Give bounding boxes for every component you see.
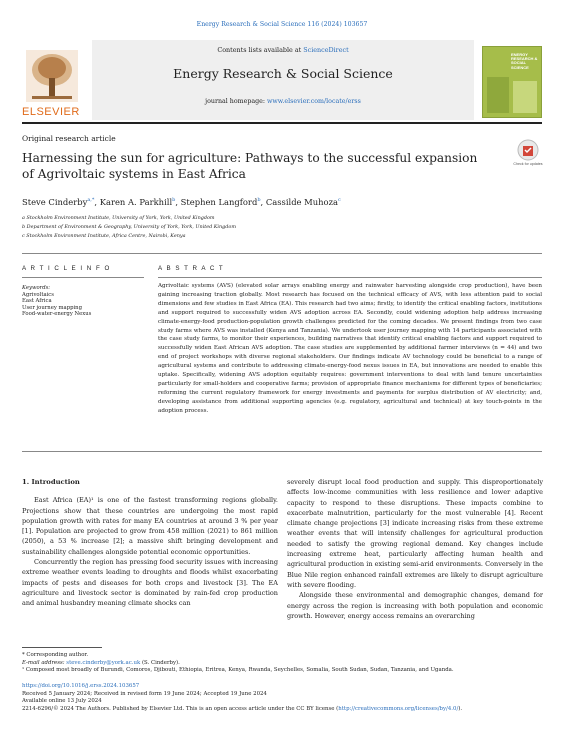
email-prefix: E-mail address: [22,659,67,666]
check-for-updates-badge[interactable] [512,138,544,170]
affiliation-a: a Stockholm Environment Institute, University of York, York, United Kingdom [22,215,215,221]
corresponding-author-note: * Corresponding author. [22,652,89,658]
keyword: East Africa [22,298,52,305]
journal-info-band [92,40,474,120]
journal-homepage-link[interactable]: www.elsevier.com/locate/erss [267,98,361,105]
received-dates: Received 5 January 2024; Received in revised form 19 June 2024; Accepted 19 June 2024 [22,690,267,697]
journal-homepage-line [92,98,474,105]
check-for-updates-label: Check for updates [513,162,543,166]
affiliation-b: b Department of Environment & Geography, University of York, York, United Kingdom [22,224,236,230]
elsevier-tree-icon [26,50,78,102]
abstract-divider [22,451,542,452]
keyword: Food-water-energy Nexus [22,311,92,318]
header-divider [22,122,542,124]
author-affiliation-marker[interactable]: b [172,197,176,204]
keyword: Agrivoltaics [22,291,54,298]
elsevier-logo[interactable] [22,46,84,118]
abstract-rule [158,277,542,278]
author-affiliation-marker[interactable]: c [338,197,341,204]
body-paragraph: Alongside these environmental and demographic changes, demand for energy across the region is increasing with both population and economic growth. However, energy access remains an overarching [287,591,543,620]
license-link[interactable]: http://creativecommons.org/licenses/by/4.0/ [338,705,459,712]
elsevier-wordmark: ELSEVIER [22,106,80,118]
author-name[interactable]: Karen A. Parkhill [99,197,173,207]
license-prefix: 2214-6296/© 2024 The Authors. Published by Elsevier Ltd. This is an open access article under the CC BY license ( [22,705,339,712]
footnotes [22,652,542,675]
authors-divider [22,253,542,254]
license-suffix: ). [458,705,463,712]
affiliation-c: c Stockholm Environment Institute, Africa Centre, Nairobi, Kenya [22,233,186,239]
sciencedirect-link[interactable]: ScienceDirect [303,46,349,54]
body-paragraph: Concurrently the region has pressing food security issues with increasing extreme weather events leading to droughts and floods whilst exacerbating impacts of pests and diseases for both crops and livestock [3]. The EA agriculture and livestock sector is dominated by rain-fed crop production and animal husbandry meaning climate shocks can [22,558,278,608]
license-line [22,706,552,714]
footnote-1: ¹ Composed most broadly of Burundi, Comoros, Djibouti, Ethiopia, Eritrea, Kenya, Rwanda, Seychelles, Somalia, South Sudan, Sudan, Tanzania, and Uganda. [22,667,454,673]
article-info-rule [22,277,144,278]
check-for-updates-icon [512,138,544,162]
journal-banner [22,40,542,120]
keywords-label: Keywords: [22,285,51,291]
section-heading-introduction: 1. Introduction [22,478,80,486]
article-info-heading: A R T I C L E I N F O [22,265,111,272]
cover-title: ENERGY RESEARCH & SOCIAL SCIENCE [511,52,538,70]
abstract-heading: A B S T R A C T [158,265,225,272]
keywords-block [22,285,144,318]
article-type: Original research article [22,134,116,143]
body-column-left [22,477,278,609]
body-column-right [287,477,543,621]
footnote-rule [22,647,102,648]
author-name[interactable]: Cassilde Muhoza [265,197,338,207]
journal-title: Energy Research & Social Science [173,66,393,81]
homepage-prefix: journal homepage: [205,98,267,105]
author-name[interactable]: Steve Cinderby [22,197,88,207]
article-metadata [22,683,552,713]
doi-link[interactable]: https://doi.org/10.1016/j.erss.2024.103657 [22,683,140,689]
contents-prefix: Contents lists available at [217,46,304,54]
body-paragraph: East Africa (EA)¹ is one of the fastest transforming regions globally. Projections show that these countries are undergoing the most rapid population growth with rates for many EA countries at around 3 % per year [1]. Population are projected to grow from 458 million (2021) to 861 million (2050), a 53 % increase [2]; a massive shift bringing development and sustainability challenges alongside potential economic opportunities. [22,496,278,556]
paper-title: Harnessing the sun for agriculture: Pathways to the successful expansion of Agrivoltaic systems in East Africa [22,151,478,181]
body-paragraph: severely disrupt local food production and supply. This disproportionately affects low-income communities with less resilience and lower adaptive capacity to respond to these disruptions. These impacts combine to exacerbate malnutrition, particularly for the most vulnerable [4]. Recent climate change projections [3] indicate increasing risks from these extreme weather events that will intensify challenges for agricultural production needed to satisfy the growing regional demand. Key changes include increasing extreme heat, particularly affecting human health and agricultural production in existing semi-arid environments. Conversely in the Blue Nile region enhanced rainfall extremes are likely to disrupt agriculture with severe flooding. [287,478,543,589]
email-suffix: (S. Cinderby). [140,659,180,666]
author-email-link[interactable]: steve.cinderby@york.ac.uk [66,659,141,666]
email-note [22,660,542,668]
journal-citation-line[interactable]: Energy Research & Social Science 116 (2024) 103657 [196,21,368,28]
author-list: Steve Cinderby$^{a,*}$, Karen A. Parkhill$^b$, Stephen Langford$^b$, Cassilde Muhoza$^c$ [22,197,341,207]
journal-cover-thumbnail[interactable] [482,46,542,118]
available-online: Available online 13 July 2024 [22,698,102,705]
contents-line [92,46,474,54]
author-affiliation-marker[interactable]: a,* [87,197,95,204]
author-affiliation-marker[interactable]: b [257,197,261,204]
abstract-text: Agrivoltaic systems (AVS) (elevated solar arrays enabling energy and rainwater harvesting alongside crop production), have been gaining increasing traction globally. Most research has focused on the technical efficacy of AVS, with less attention paid to social dimensions and few studies in East Africa (EA). This research had two aims; firstly, to identify the critical enabling factors, institutions and support required to successfully widen AVS adoption across EA. Secondly, could widening adoption help address increasing climate-energy-food production-population growth challenges predicted for the coming decades. We present findings from two case study farms where AVS was installed (Kenya and Tanzania). We undertook user journey mapping with 14 participants associated with the case study farms, to monitor their experiences, building narratives that identify critical enabling factors and support required to successfully widen East African AVS adoption. The case studies are supplemented by additional farmer interviews (n = 44) and two end of project workshops with diverse regional stakeholders. Our findings indicate AV technology could be beneficial to a range of agricultural systems and contribute to addressing climate-energy-food nexus issues in EA, but innovations are needed to enable this uptake. Specifically, widening AVS adoption equitably requires: government interventions to deal with land tenure uncertainties particularly for small-holders and cooperative farms; provision of appropriate finance mechanisms for different types of beneficiaries; reforming the current regulatory framework for energy investments and payments for surplus distribution of AV electricity; and, developing assistance from additional supporting agencies (e.g. regulatory, agricultural and technical) at key touch-points in the adoption process. [158,283,542,414]
keyword: User journey mapping [22,304,82,311]
author-name[interactable]: Stephen Langford [180,197,258,207]
